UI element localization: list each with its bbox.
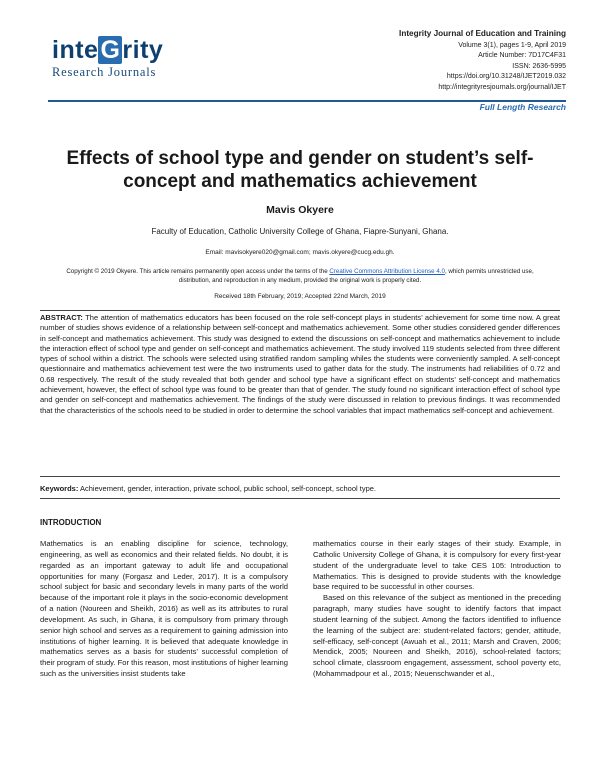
article-number: Article Number: 7D17C4F31 <box>478 52 566 60</box>
logo-subtitle: Research Journals <box>52 65 157 79</box>
article-doi[interactable]: https://doi.org/10.31248/IJET2019.032 <box>446 73 566 81</box>
author-affiliation: Faculty of Education, Catholic University College of Ghana, Fiapre-Sunyani, Ghana. <box>151 227 449 236</box>
journal-issn: ISSN: 2636-5995 <box>512 62 566 70</box>
keywords-text: Achievement, gender, interaction, private school, public school, self-concept, school type. <box>78 484 377 493</box>
paper-title: Effects of school type and gender on student’s self-concept and mathematics achievement <box>66 148 534 192</box>
received-dates: Received 18th February, 2019; Accepted 22nd March, 2019 <box>214 293 386 300</box>
intro-paragraph-3: Based on this relevance of the subject as mentioned in the preceding paragraph, many studies have sought to identify factors that impact student learning of the subject. Among the factors identified to influence the learning of the subject are: student-related factors; gender, attitude, self-efficacy, self-concept (Awuah et al., 2011; Marsh and Craven, 2006; Mendick, 2005; Noureen and Sheikh, 2016), school-related factors; school climate, classroom engagement, assessment, school poverty etc, (Mohammadpour et al., 2015; Neuenschwander et al., <box>313 593 561 679</box>
author-email: Email: mavisokyere020@gmail.com; mavis.okyere@cucg.edu.gh. <box>205 249 395 256</box>
author-name: Mavis Okyere <box>266 204 334 216</box>
abstract-bottom-rule <box>40 476 560 477</box>
journal-logo <box>52 36 182 80</box>
keywords-label: Keywords: <box>40 484 79 493</box>
article-type: Full Length Research <box>479 102 566 112</box>
journal-volume: Volume 3(1), pages 1-9, April 2019 <box>458 42 566 49</box>
section-heading-introduction: INTRODUCTION <box>40 518 102 527</box>
body-column-right <box>313 539 561 680</box>
journal-name: Integrity Journal of Education and Training <box>399 29 566 38</box>
intro-paragraph-2: mathematics course in their early stages of their study. Example, in Catholic University College of Ghana, it is compulsory for every first-year student of the undergraduate level to take CES 105: Introduction to Mathematics. This is designed to provide students with the knowledge base required to be successful in other courses. <box>313 539 561 592</box>
body-column-left <box>40 539 288 680</box>
copyright-text: Copyright © 2019 Okyere. This article remains permanently open access under the terms of the <box>66 268 330 275</box>
license-link[interactable]: Creative Commons Attribution License 4.0 <box>329 268 445 275</box>
abstract-top-rule <box>40 310 560 311</box>
abstract-text: The attention of mathematics educators has been focused on the role self-concept plays in students’ achievement for some time now. A great number of studies shows evidence of a relationship between self-concept and mathematics achievement. Some other studies considered gender differences in self-concept and mathematics achievement. This study was designed to extend the discussions on self-concept and mathematics achievement to include the interaction effect of school type and gender on self-concept and mathematics achievement. The study involved 119 students selected from three different types of school within a district. The schools were selected using stratified random sampling whiles the students were conveniently sampled. A self-concept questionnaire and mathematics achievement test were the two instruments used to gather data for the study. The instruments had reliabilities of 0.72 and 0.68 respectively. The result of the study revealed that both gender and school type have a significant effect on students’ self-concept and mathematics achievement, however, the effect of school type was found to be greater than that of gender. The study found no significant interaction effect of school type and gender on self-concept and mathematics achievement. The findings of the study were discussed in relation to previous findings. It was recommended that the characteristics of the schools need to be studied in order to determine the school variables that impact mathematics self-concept and achievement. <box>40 313 560 415</box>
keywords-rule <box>40 498 560 499</box>
abstract-label: ABSTRACT: <box>40 313 83 322</box>
keywords <box>40 484 560 493</box>
copyright-notice <box>56 267 544 285</box>
journal-url[interactable]: http://integrityresjournals.org/journal/IJET <box>438 83 566 91</box>
logo-wordmark: inteGrity <box>52 36 164 64</box>
abstract <box>40 313 560 416</box>
intro-paragraph-1: Mathematics is an enabling discipline for science, technology, engineering, as well as economics and their related fields. No doubt, it is regarded as an important gateway to adult life and occupational opportunities for many (Forgasz and Leder, 2017). It is a compulsory school subject for basic and secondary levels in many parts of the world because of the important role it plays in the socio-economic development of a nation (Noureen and Sheikh, 2016) as well as its attributes to rural development. As such, in Ghana, it is compulsory from primary through senior high school and serves as a requirement to gaining admission into institutions of higher learning. It is believed that adequate knowledge in mathematics serves as a basis for students’ successful completion of their program of study. For this reason, most institutions of higher learning such as the universities insist students take <box>40 539 288 679</box>
copyright-text-end: , which permits unrestricted use, distribution, and reproduction in any medium, provided the original work is properly cited. <box>178 268 534 284</box>
logo-g-letter: G <box>100 36 121 64</box>
journal-info <box>399 28 566 93</box>
